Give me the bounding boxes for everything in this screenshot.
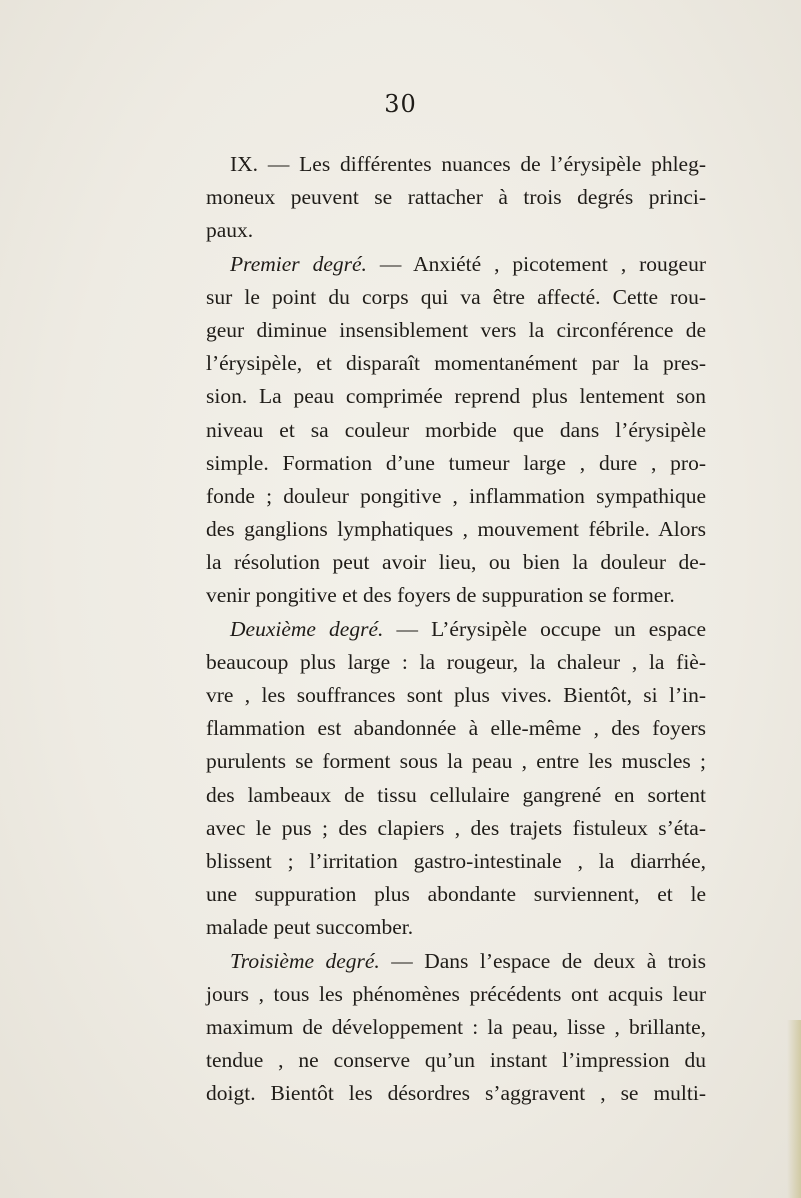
text-line — [206, 613, 706, 646]
line-text: la résolution peut avoir lieu, ou bien la douleur de- — [206, 550, 706, 575]
text-line — [206, 380, 706, 413]
line-text: purulents se forment sous la peau , entre les muscles ; — [206, 749, 706, 774]
text-line — [206, 579, 706, 612]
section-heading: Premier degré. — [230, 251, 367, 276]
text-line — [206, 1077, 706, 1110]
line-text: malade peut succomber. — [206, 915, 414, 940]
line-text: sion. La peau comprimée reprend plus lentement son — [206, 384, 706, 409]
text-line — [206, 812, 706, 845]
text-line — [206, 646, 706, 679]
text-line — [206, 447, 706, 480]
text-line — [206, 248, 706, 281]
body-text — [206, 148, 706, 1110]
line-text: simple. Formation d’une tumeur large , dure , pro- — [206, 450, 706, 475]
line-text: niveau et sa couleur morbide que dans l’érysipèle — [206, 417, 706, 442]
text-line — [206, 181, 706, 214]
text-line — [206, 414, 706, 447]
text-line — [206, 314, 706, 347]
line-text: avec le pus ; des clapiers , des trajets fistuleux s’éta- — [206, 815, 706, 840]
line-text: flammation est abandonnée à elle-même , des foyers — [206, 716, 706, 741]
text-line — [206, 712, 706, 745]
line-text: venir pongitive et des foyers de suppuration se former. — [206, 583, 675, 608]
text-line — [206, 911, 706, 944]
text-line — [206, 878, 706, 911]
line-text: fonde ; douleur pongitive , inflammation sympathique — [206, 483, 706, 508]
line-text: blissent ; l’irritation gastro-intestinale , la diarrhée, — [206, 848, 706, 873]
text-line — [206, 214, 706, 247]
text-line — [206, 679, 706, 712]
text-line — [206, 1044, 706, 1077]
line-text: geur diminue insensiblement vers la circonférence de — [206, 317, 706, 342]
text-line — [206, 978, 706, 1011]
text-line — [206, 745, 706, 778]
line-text: jours , tous les phénomènes précédents ont acquis leur — [206, 981, 706, 1006]
line-text: une suppuration plus abondante surviennent, et le — [206, 882, 706, 907]
page-edge-stain — [787, 1020, 801, 1198]
line-text: maximum de développement : la peau, lisse , brillante, — [206, 1014, 706, 1039]
line-text: vre , les souffrances sont plus vives. Bientôt, si l’in- — [206, 683, 706, 707]
text-line — [206, 513, 706, 546]
line-text: des lambeaux de tissu cellulaire gangrené en sortent — [206, 782, 706, 807]
line-text: tendue , ne conserve qu’un instant l’impression du — [206, 1048, 706, 1073]
line-text: — L’érysipèle occupe un espace — [383, 616, 706, 641]
text-line — [206, 845, 706, 878]
line-text: — Anxiété , picotement , rougeur — [366, 251, 706, 276]
text-line — [206, 480, 706, 513]
text-line — [206, 945, 706, 978]
section-heading: Troisième degré. — [230, 948, 380, 973]
text-line — [206, 148, 706, 181]
line-text: des ganglions lymphatiques , mouvement fébrile. Alors — [206, 517, 706, 542]
line-text: IX. — Les différentes nuances de l’érysipèle phleg- — [230, 152, 706, 176]
text-line — [206, 546, 706, 579]
line-text: doigt. Bientôt les désordres s’aggravent , se multi- — [206, 1081, 706, 1106]
line-text: paux. — [206, 218, 254, 243]
text-line — [206, 779, 706, 812]
text-line — [206, 281, 706, 314]
text-line — [206, 347, 706, 380]
line-text: beaucoup plus large : la rougeur, la chaleur , la fiè- — [206, 649, 706, 674]
line-text: l’érysipèle, et disparaît momentanément par la pres- — [206, 351, 706, 376]
text-line — [206, 1011, 706, 1044]
line-text: — Dans l’espace de deux à trois — [379, 948, 706, 973]
line-text: sur le point du corps qui va être affecté. Cette rou- — [206, 284, 706, 309]
section-heading: Deuxième degré. — [230, 616, 384, 641]
page-number: 30 — [384, 90, 417, 118]
line-text: moneux peuvent se rattacher à trois degrés princi- — [206, 185, 706, 210]
